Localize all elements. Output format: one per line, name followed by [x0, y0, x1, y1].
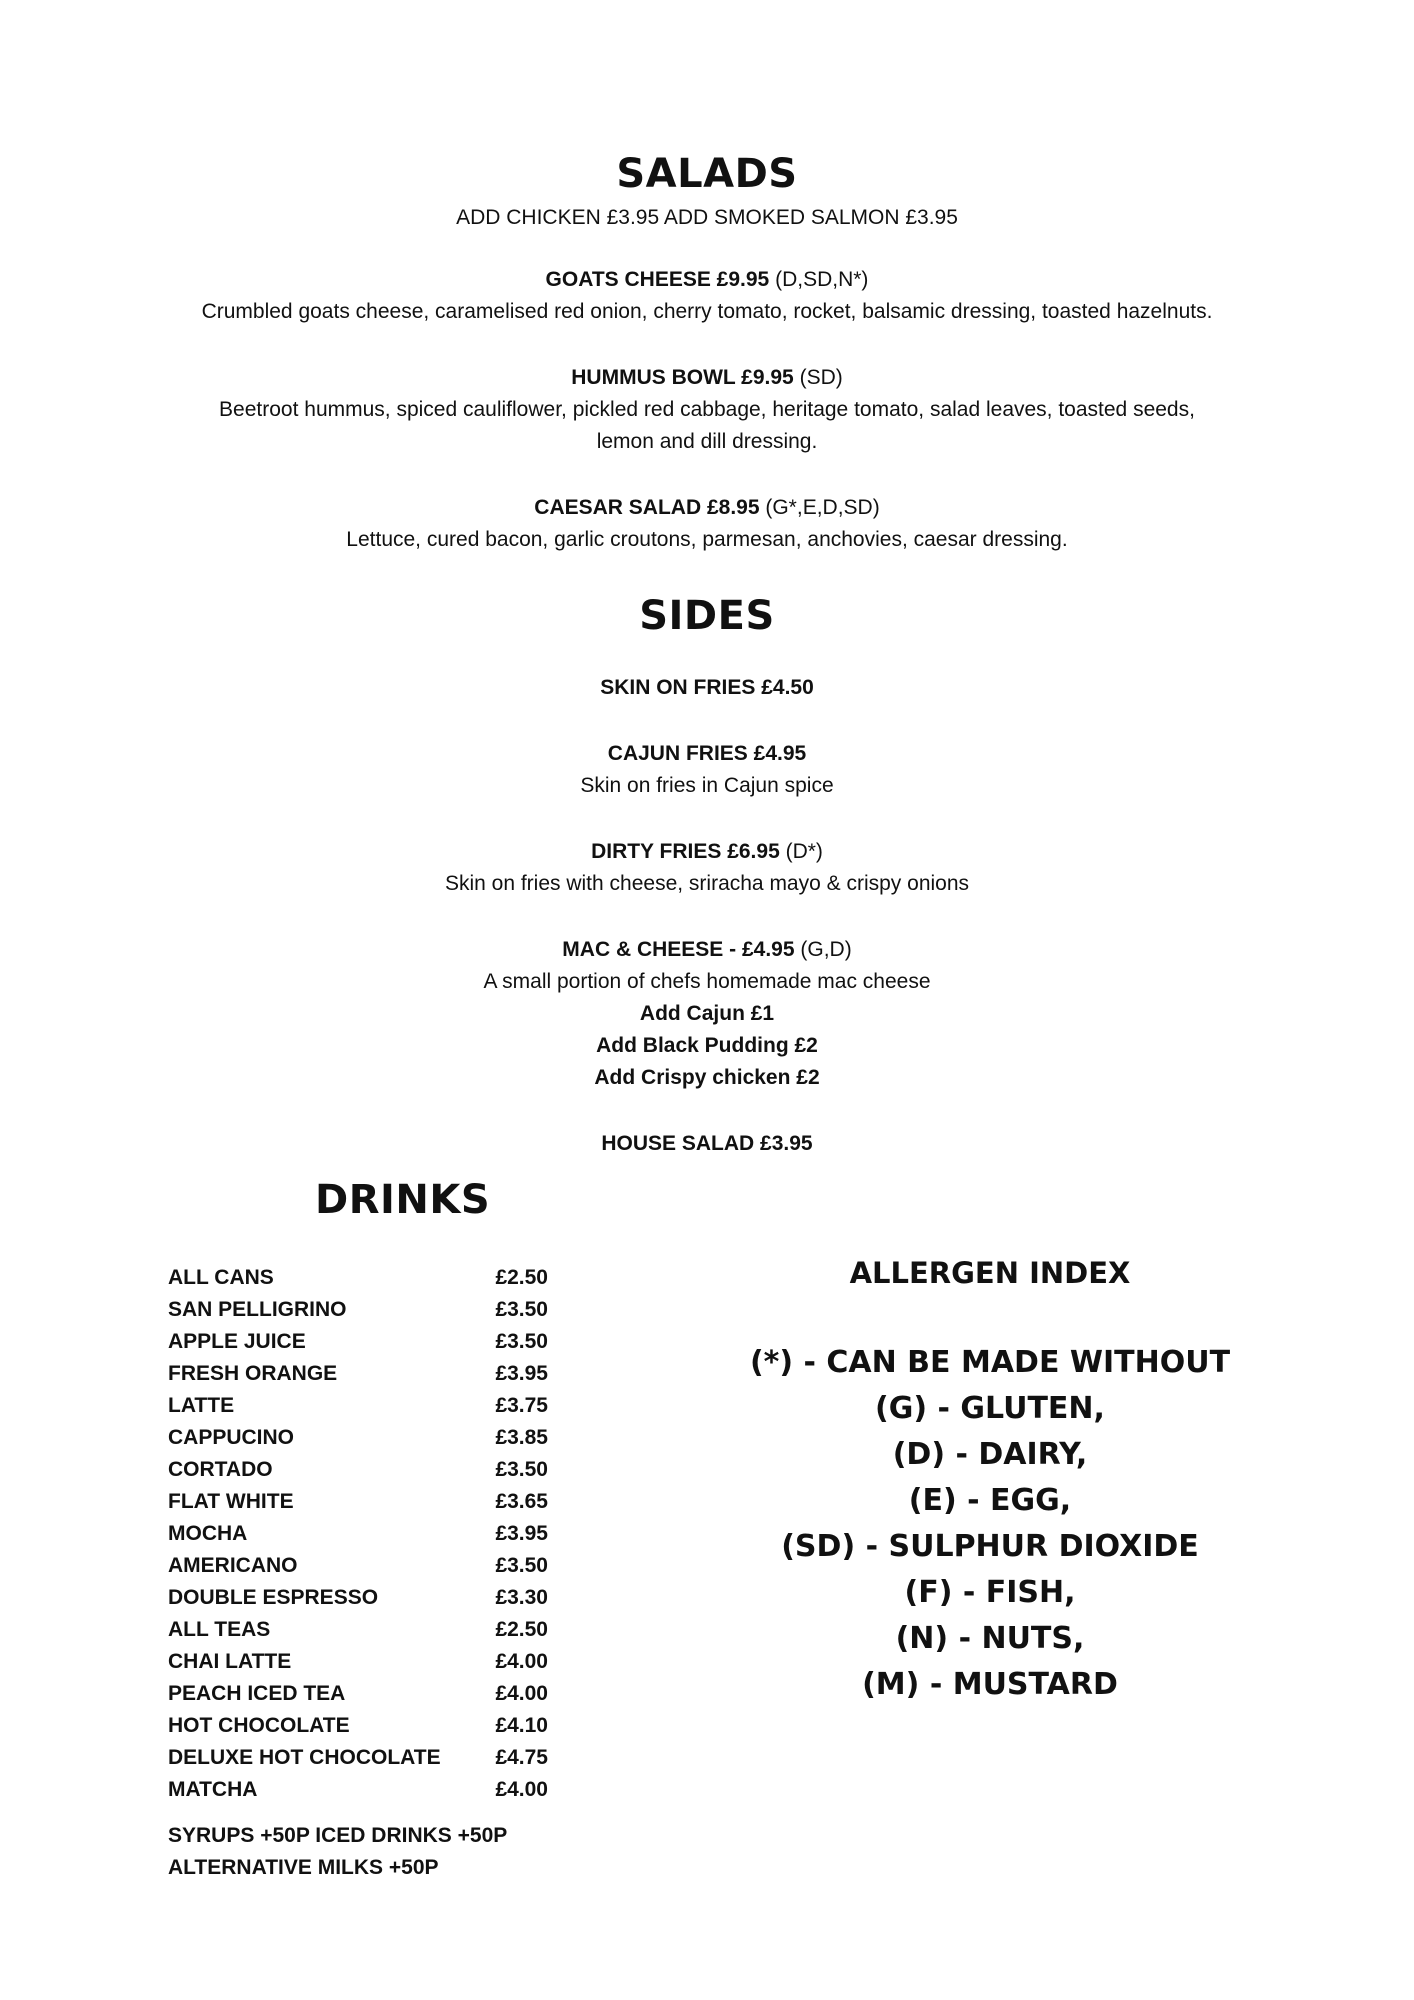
drink-price: £2.50: [495, 1618, 548, 1641]
drink-row: [168, 1454, 548, 1486]
item-name: SKIN ON FRIES £4.50: [600, 676, 814, 699]
allergen-entry: (G) - GLUTEN,: [875, 1391, 1105, 1426]
drink-name: CHAI LATTE: [168, 1650, 292, 1673]
drink-row: [168, 1742, 548, 1774]
item-description: Skin on fries with cheese, sriracha mayo & crispy onions: [444, 872, 970, 895]
allergen-entry: (*) - CAN BE MADE WITHOUT: [749, 1345, 1231, 1380]
drinks-list: [168, 1262, 548, 1884]
item-name: CAJUN FRIES £4.95: [607, 742, 807, 765]
drink-row: [168, 1774, 548, 1806]
drink-name: FLAT WHITE: [168, 1490, 294, 1513]
drink-price: £3.50: [495, 1554, 548, 1577]
item-addon: Add Crispy chicken £2: [594, 1066, 820, 1089]
drink-extra-line: ALTERNATIVE MILKS +50P: [168, 1856, 439, 1879]
drink-row: [168, 1422, 548, 1454]
drink-price: £4.10: [495, 1714, 548, 1737]
drink-row: [168, 1262, 548, 1294]
drinks-title: DRINKS: [315, 1177, 491, 1223]
drink-name: MOCHA: [168, 1522, 248, 1545]
drink-price: £3.95: [495, 1522, 548, 1545]
drink-price: £3.50: [495, 1330, 548, 1353]
allergen-entry: (E) - EGG,: [908, 1483, 1072, 1518]
drink-price: £3.30: [495, 1586, 548, 1609]
drink-name: APPLE JUICE: [168, 1330, 306, 1353]
drink-row: [168, 1614, 548, 1646]
drink-price: £3.75: [495, 1394, 548, 1417]
item-description: Lettuce, cured bacon, garlic croutons, parmesan, anchovies, caesar dressing.: [346, 528, 1068, 551]
drink-name: AMERICANO: [168, 1554, 298, 1577]
drink-name: DOUBLE ESPRESSO: [168, 1586, 379, 1609]
item-description: Beetroot hummus, spiced cauliflower, pickled red cabbage, heritage tomato, salad leaves, toasted seeds,: [219, 398, 1195, 421]
menu-item-dirty-fries: [0, 836, 1414, 900]
item-description: Crumbled goats cheese, caramelised red onion, cherry tomato, rocket, balsamic dressing, toasted hazelnuts.: [201, 300, 1213, 323]
item-name: GOATS CHEESE £9.95: [545, 268, 770, 291]
menu-item-house-salad: [0, 1128, 1414, 1160]
drink-name: PEACH ICED TEA: [168, 1682, 346, 1705]
drink-row: [168, 1710, 548, 1742]
drink-price: £4.75: [495, 1746, 548, 1769]
drink-row: [168, 1646, 548, 1678]
drink-row: [168, 1550, 548, 1582]
drink-name: FRESH ORANGE: [168, 1362, 338, 1385]
drink-price: £3.65: [495, 1490, 548, 1513]
drink-name: CAPPUCINO: [168, 1426, 295, 1449]
drink-row: [168, 1678, 548, 1710]
item-name: CAESAR SALAD £8.95: [534, 496, 760, 519]
menu-item-hummus-bowl: [0, 362, 1414, 458]
drink-name: SAN PELLIGRINO: [168, 1298, 347, 1321]
allergen-entry: (SD) - SULPHUR DIOXIDE: [781, 1529, 1199, 1564]
drink-extra-line: SYRUPS +50P ICED DRINKS +50P: [168, 1824, 508, 1847]
item-addon: Add Black Pudding £2: [596, 1034, 818, 1057]
item-allergens: (D*): [785, 840, 823, 863]
drink-price: £4.00: [495, 1682, 548, 1705]
item-description: Skin on fries in Cajun spice: [580, 774, 834, 797]
drink-row: [168, 1582, 548, 1614]
drink-name: CORTADO: [168, 1458, 273, 1481]
menu-top: [0, 152, 1414, 1160]
drink-price: £3.85: [495, 1426, 548, 1449]
item-allergens: (G,D): [800, 938, 852, 961]
drink-row: [168, 1326, 548, 1358]
item-allergens: (SD): [799, 366, 843, 389]
drink-price: £4.00: [495, 1778, 548, 1801]
drink-row: [168, 1294, 548, 1326]
drink-name: DELUXE HOT CHOCOLATE: [168, 1746, 441, 1769]
allergen-entry: (D) - DAIRY,: [892, 1437, 1088, 1472]
drink-price: £3.50: [495, 1458, 548, 1481]
sides-title: SIDES: [639, 593, 775, 639]
menu-item-skin-on-fries: [0, 672, 1414, 704]
item-description: A small portion of chefs homemade mac cheese: [483, 970, 931, 993]
drink-row: [168, 1390, 548, 1422]
drink-name: MATCHA: [168, 1778, 258, 1801]
menu-item-caesar-salad: [0, 492, 1414, 556]
item-name: HOUSE SALAD £3.95: [601, 1132, 813, 1155]
item-name: HUMMUS BOWL £9.95: [571, 366, 794, 389]
salads-extras: ADD CHICKEN £3.95 ADD SMOKED SALMON £3.95: [456, 206, 958, 229]
allergen-entry: (M) - MUSTARD: [862, 1667, 1118, 1702]
drink-extras: [168, 1820, 548, 1884]
drink-name: HOT CHOCOLATE: [168, 1714, 350, 1737]
drink-price: £3.95: [495, 1362, 548, 1385]
drink-name: LATTE: [168, 1394, 235, 1417]
drink-name: ALL TEAS: [168, 1618, 271, 1641]
allergen-entry: (F) - FISH,: [904, 1575, 1076, 1610]
menu-item-goats-cheese: [0, 264, 1414, 328]
item-name: MAC & CHEESE - £4.95: [562, 938, 795, 961]
menu-item-mac-cheese: [0, 934, 1414, 1094]
drink-row: [168, 1486, 548, 1518]
menu-item-cajun-fries: [0, 738, 1414, 802]
item-allergens: (D,SD,N*): [775, 268, 869, 291]
allergen-entry: (N) - NUTS,: [895, 1621, 1085, 1656]
drink-name: ALL CANS: [168, 1266, 274, 1289]
item-addon: Add Cajun £1: [639, 1002, 775, 1025]
drink-price: £2.50: [495, 1266, 548, 1289]
item-description: lemon and dill dressing.: [596, 430, 818, 453]
drink-row: [168, 1358, 548, 1390]
salads-title: SALADS: [616, 151, 798, 197]
item-allergens: (G*,E,D,SD): [765, 496, 880, 519]
allergen-index: [740, 1256, 1240, 1708]
item-name: DIRTY FRIES £6.95: [591, 840, 780, 863]
drink-row: [168, 1518, 548, 1550]
drink-price: £3.50: [495, 1298, 548, 1321]
allergen-index-title: ALLERGEN INDEX: [849, 1256, 1131, 1290]
drink-price: £4.00: [495, 1650, 548, 1673]
